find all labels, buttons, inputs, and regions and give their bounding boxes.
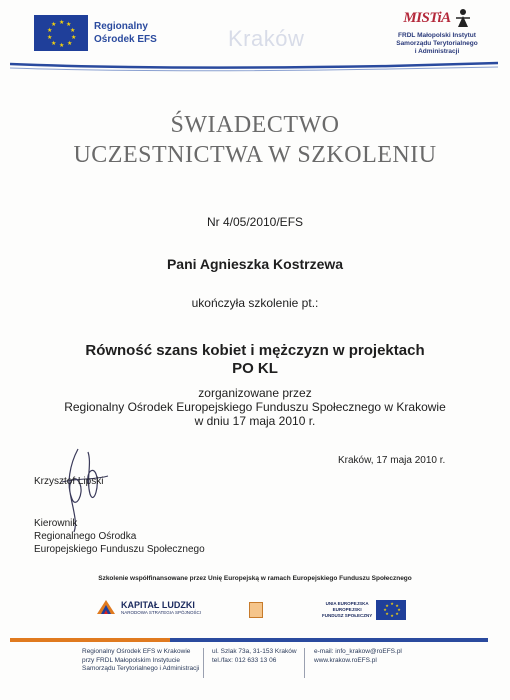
- footer-web: [314, 648, 402, 665]
- footer-divider: [304, 648, 305, 678]
- footer-org-line1: Regionalny Ośrodek EFS w Krakowie: [82, 648, 191, 655]
- signer-name: Krzysztof Lipski: [34, 476, 104, 487]
- regional-efs-logo: [34, 15, 157, 51]
- kapital-ludzki-title: KAPITAŁ LUDZKI: [121, 599, 195, 610]
- mistia-org-line1: FRDL Małopolski Instytut: [398, 32, 476, 39]
- footer-email: e-mail: info_krakow@roEFS.pl: [314, 648, 402, 655]
- footer-street: ul. Szlak 73a, 31-153 Kraków: [212, 648, 297, 655]
- figure-icon: [455, 8, 471, 28]
- course-title: [0, 342, 510, 378]
- footer-org-line2: przy FRDL Małopolskim Instytucie: [82, 656, 181, 664]
- signer-role: [34, 517, 205, 556]
- city-watermark: Kraków: [228, 26, 305, 51]
- ue-line3: FUNDUSZ SPOŁECZNY: [322, 613, 373, 618]
- completion-text: ukończyła szkolenie pt.:: [191, 296, 319, 310]
- eu-flag-icon: ★ ★ ★ ★ ★ ★ ★ ★ ★ ★: [34, 15, 88, 51]
- kapital-ludzki-icon: [95, 598, 117, 616]
- mistia-brand: MISTiA: [403, 9, 451, 26]
- footer-contact: [212, 648, 297, 665]
- kapital-ludzki-logo: [95, 598, 201, 616]
- signer-role-line2: Regionalnego Ośrodka: [34, 531, 137, 542]
- course-title-line2: PO KL: [232, 360, 278, 377]
- header-swoosh: [10, 60, 500, 74]
- event-date: w dniu 17 maja 2010 r.: [194, 414, 316, 428]
- place-and-date: Kraków, 17 maja 2010 r.: [338, 455, 446, 466]
- organized-by-label: zorganizowane przez: [198, 386, 312, 400]
- course-title-line1: Równość szans kobiet i mężczyzn w projektach: [85, 342, 425, 359]
- eu-flag-small-icon: ★ ★ ★ ★ ★ ★ ★ ★: [376, 600, 406, 620]
- cofinancing-note: Szkolenie współfinansowane przez Unię Europejską w ramach Europejskiego Funduszu Społecznego: [98, 575, 412, 582]
- mistia-org-line3: i Administracji: [414, 48, 460, 55]
- eu-logo-line2: Ośrodek EFS: [94, 34, 157, 45]
- mistia-logo: [382, 8, 492, 56]
- ue-line2: EUROPEJSKI: [332, 607, 362, 612]
- eu-social-fund-logo: [322, 600, 406, 620]
- signer-role-line3: Europejskiego Funduszu Społecznego: [34, 544, 205, 555]
- organizer-block: [0, 386, 510, 428]
- footer-bar: [10, 638, 488, 642]
- kapital-ludzki-subtitle: NARODOWA STRATEGIA SPÓJNOŚCI: [121, 609, 202, 615]
- footer-org-line3: Samorządu Terytorialnego i Administracji: [82, 665, 200, 672]
- certificate-title-line1: ŚWIADECTWO: [170, 112, 340, 138]
- organizer-name: Regionalny Ośrodek Europejskiego Funduszu Społecznego w Krakowie: [64, 400, 446, 414]
- certificate-title-line2: UCZESTNICTWA W SZKOLENIU: [73, 142, 437, 168]
- mistia-org-line2: Samorządu Terytorialnego: [396, 40, 478, 47]
- footer-website: www.krakow.roEFS.pl: [314, 656, 377, 664]
- footer-divider: [203, 648, 204, 678]
- signer-role-line1: Kierownik: [34, 518, 78, 529]
- footer-phone: tel./fax: 012 633 13 06: [212, 656, 277, 664]
- ue-line1: UNIA EUROPEJSKA: [325, 601, 369, 606]
- recipient-name: Pani Agnieszka Kostrzewa: [166, 256, 344, 272]
- institute-emblem-icon: [249, 602, 263, 618]
- footer-address-org: [82, 648, 199, 674]
- eu-logo-line1: Regionalny: [94, 21, 148, 32]
- certificate-number: Nr 4/05/2010/EFS: [206, 215, 304, 229]
